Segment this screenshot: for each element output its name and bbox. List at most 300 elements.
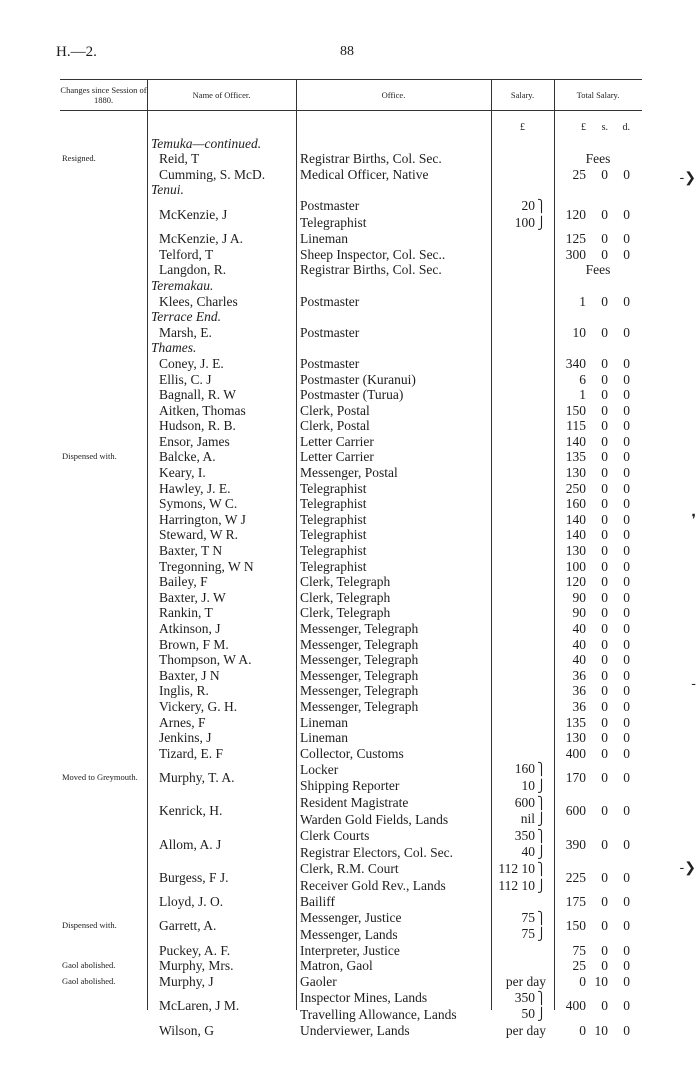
location-heading: Terrace End. [151,309,221,325]
currency-header-row [60,120,642,136]
total-pounds: 36 [572,667,586,683]
total-shillings: 0 [601,324,608,340]
office-title: Clerk Courts [300,828,370,844]
change-note: Gaol abolished. [62,976,116,987]
salary-table [60,120,642,1038]
officer-name: Thompson, W A. [159,652,252,668]
salary-value: nil [520,811,535,827]
total-shillings: 0 [601,652,608,668]
total-pence: 0 [623,770,630,786]
officer-name: Atkinson, J [159,621,221,636]
office-title: Matron, Gaol [300,958,373,974]
total-shillings: 0 [601,418,608,434]
total-pounds: 125 [565,231,586,247]
office-title: Telegraphist [300,527,367,543]
change-note [60,637,147,653]
salary-value: 112 10 [498,860,535,876]
total-pence: 0 [623,402,630,418]
table-row [60,861,642,878]
officer-name: Wilson, G [159,1022,214,1038]
total-shillings: 0 [601,589,608,605]
total-pence: 0 [623,527,630,543]
total-pence: 0 [623,166,630,182]
office-title: Postmaster (Kuranui) [300,371,416,387]
total-pence: 0 [623,836,630,852]
office-title: Clerk, Telegraph [300,589,391,605]
change-note [60,356,147,372]
officer-name: Keary, I. [159,465,206,481]
total-pence: 0 [623,918,630,934]
change-note [60,652,147,668]
total-pence: 0 [623,1022,630,1038]
table-row [60,449,642,465]
total-pounds: 300 [565,246,586,262]
brace-mark: ⎭ [537,1007,546,1022]
table-row [60,512,642,528]
table-row [60,356,642,372]
page-reference: H.—2. [56,44,97,60]
officer-name: Balcke, A. [159,449,216,465]
office-title: Telegraphist [300,543,367,559]
officer-name: Marsh, E. [159,324,212,340]
officer-name: Baxter, J. W [159,589,226,605]
total-pounds: 90 [572,589,586,605]
brace-mark: ⎭ [537,778,546,793]
change-note [60,861,147,894]
total-pence: 0 [623,465,630,481]
office-title: Inspector Mines, Lands [300,990,428,1006]
change-note: Resigned. [62,153,96,164]
change-note [60,746,147,762]
office-title: Lineman [300,730,348,746]
officer-name: Brown, F M. [159,636,229,652]
salary-value: 100 [514,214,535,230]
officer-name: Arnes, F [159,714,206,730]
table-row [60,574,642,590]
office-title: Clerk, Telegraph [300,605,391,621]
total-shillings: 0 [601,698,608,714]
table-row [60,434,642,450]
total-shillings: 0 [601,246,608,262]
total-pounds: 0 [579,974,586,990]
officer-name: McKenzie, J A. [159,231,243,247]
location-heading: Temuka—continued. [151,135,262,151]
office-title: Underviewer, Lands [300,1022,410,1038]
brace-mark: ⎭ [537,878,546,893]
total-pence: 0 [623,324,630,340]
section-heading-row [60,136,642,152]
table-row [60,198,642,215]
total-pence: 0 [623,998,630,1014]
officer-name: Tregonning, W N [159,558,254,574]
total-shillings: 0 [601,371,608,387]
officer-name: Bagnall, R. W [159,387,236,403]
table-row [60,668,642,684]
office-title: Telegraphist [300,215,367,231]
table-row [60,543,642,559]
office-title: Messenger, Telegraph [300,698,419,714]
total-pounds: 0 [579,1022,586,1038]
total-shillings: 0 [601,206,608,222]
table-row [60,605,642,621]
officer-name: Garrett, A. [159,918,217,934]
salary-currency-label: £ [520,122,525,133]
total-shillings: 10 [594,974,608,990]
total-shillings: 0 [601,894,608,910]
officer-name: Cumming, S. McD. [159,166,266,182]
total-pounds: 1 [579,387,586,403]
officer-name: Jenkins, J [159,730,212,746]
office-title: Travelling Allowance, Lands [300,1006,457,1022]
total-pounds: 390 [565,836,586,852]
office-title: Bailiff [300,894,335,910]
salary-value: 160 [514,761,535,777]
brace-mark: ⎭ [537,927,546,942]
brace-mark: ⎫ [537,910,546,925]
table-row [60,730,642,746]
total-shillings: 0 [601,293,608,309]
officer-name: McKenzie, J [159,206,228,222]
total-shillings: 0 [601,605,608,621]
change-note [60,543,147,559]
change-note [60,559,147,575]
table-row [60,231,642,247]
table-row [60,247,642,263]
salary-value: 75 [521,909,535,925]
brace-mark: ⎭ [537,845,546,860]
total-shillings: 0 [601,714,608,730]
total-pence: 0 [623,293,630,309]
table-row [60,465,642,481]
change-note [60,715,147,731]
office-title: Telegraphist [300,480,367,496]
officer-name: Allom, A. J [159,836,222,852]
margin-mark: - [691,676,696,692]
total-shillings: 0 [601,730,608,746]
salary-value: 40 [521,844,535,860]
total-pounds: 100 [565,558,586,574]
office-title: Messenger, Lands [300,926,398,942]
total-shillings: 0 [601,465,608,481]
office-title: Shipping Reporter [300,778,400,794]
table-row [60,943,642,959]
office-title: Messenger, Telegraph [300,667,419,683]
table-row [60,746,642,762]
office-title: Postmaster [300,198,360,214]
total-pence: 0 [623,698,630,714]
total-pounds: 175 [565,894,586,910]
table-row [60,621,642,637]
total-pounds: 130 [565,465,586,481]
location-heading: Tenui. [151,182,184,198]
change-note [60,894,147,910]
total-shillings: 0 [601,836,608,852]
total-pence: 0 [623,558,630,574]
column-header-name: Name of Officer. [192,90,251,100]
office-title: Clerk, Postal [300,418,370,434]
table-row [60,637,642,653]
total-pounds: 135 [565,449,586,465]
change-note [60,590,147,606]
table-row [60,910,642,927]
office-title: Messenger, Telegraph [300,621,419,636]
change-note: Moved to Greymouth. [62,772,138,783]
total-pounds: 400 [565,745,586,761]
officer-name: Hudson, R. B. [159,418,236,434]
total-shillings: 0 [601,543,608,559]
total-shillings: 0 [601,683,608,699]
officer-name: Symons, W C. [159,496,238,512]
change-note [60,231,147,247]
office-title: Letter Carrier [300,449,374,465]
total-pence: 0 [623,974,630,990]
total-pounds: 40 [572,621,586,636]
total-shillings: 10 [594,1022,608,1038]
office-title: Clerk, Postal [300,402,370,418]
officer-name: Bailey, F [159,574,208,590]
officer-name: Reid, T [159,151,200,167]
office-title: Letter Carrier [300,433,374,449]
table-row [60,715,642,731]
change-note [60,434,147,450]
office-title: Telegraphist [300,558,367,574]
change-note [60,730,147,746]
total-shillings: 0 [601,480,608,496]
table-row [60,828,642,845]
table-row [60,167,642,183]
total-shillings: 0 [601,527,608,543]
change-note [60,527,147,543]
brace-mark: ⎫ [537,762,546,777]
table-row [60,496,642,512]
salary-value: per day [505,974,546,990]
table-row [60,990,642,1007]
change-note [60,325,147,341]
officer-name: Klees, Charles [159,293,238,309]
table-row [60,683,642,699]
table-row [60,795,642,812]
total-pounds: 10 [572,324,586,340]
officer-name: Aitken, Thomas [159,402,246,418]
officer-name: Burgess, F J. [159,869,229,885]
total-pence: 0 [623,869,630,885]
office-title: Postmaster [300,355,360,371]
change-note [60,605,147,621]
total-pence: 0 [623,496,630,512]
column-header-changes: Changes since Session of 1880. [60,85,147,105]
total-fees: Fees [585,151,611,167]
salary-value: 10 [521,777,535,793]
total-pence: 0 [623,371,630,387]
total-pounds: 130 [565,730,586,746]
total-pounds: 40 [572,652,586,668]
officer-name: Lloyd, J. O. [159,894,224,910]
office-title: Registrar Births, Col. Sec. [300,151,442,167]
table-row [60,590,642,606]
total-shillings: 0 [601,433,608,449]
total-pounds: 600 [565,803,586,819]
total-shillings: 0 [601,166,608,182]
officer-name: Harrington, W J [159,511,246,527]
table-row [60,325,642,341]
change-note [60,387,147,403]
page-number: 88 [340,44,354,59]
total-pence: 0 [623,589,630,605]
office-title: Resident Magistrate [300,795,409,811]
office-title: Locker [300,761,339,777]
total-shillings: 0 [601,869,608,885]
brace-mark: ⎭ [537,215,546,230]
office-title: Messenger, Telegraph [300,636,419,652]
column-header-total: Total Salary. [576,90,620,100]
change-note [60,465,147,481]
salary-value: 350 [514,989,535,1005]
total-pounds: 150 [565,918,586,934]
change-note [60,403,147,419]
officer-name: Baxter, T N [159,543,223,559]
change-note [60,496,147,512]
pounds-label: £ [581,122,586,133]
salary-value: 20 [521,197,535,213]
total-pounds: 130 [565,543,586,559]
total-shillings: 0 [601,942,608,958]
salary-value: 350 [514,827,535,843]
office-title: Messenger, Justice [300,910,402,926]
total-shillings: 0 [601,621,608,636]
total-pounds: 135 [565,714,586,730]
total-pence: 0 [623,894,630,910]
total-pence: 0 [623,246,630,262]
salary-value: 50 [521,1006,535,1022]
brace-mark: ⎫ [537,198,546,213]
total-pence: 0 [623,418,630,434]
salary-value: per day [505,1022,546,1038]
total-pence: 0 [623,652,630,668]
total-pence: 0 [623,942,630,958]
table-row [60,559,642,575]
total-pounds: 225 [565,869,586,885]
total-pence: 0 [623,803,630,819]
total-pounds: 36 [572,683,586,699]
total-pounds: 340 [565,355,586,371]
change-note: Dispensed with. [62,451,117,462]
change-note [60,699,147,715]
office-title: Medical Officer, Native [300,166,429,182]
officer-name: Tizard, E. F [159,745,224,761]
officer-name: Telford, T [159,246,214,262]
total-pence: 0 [623,636,630,652]
total-shillings: 0 [601,636,608,652]
table-row [60,262,642,278]
table-row [60,418,642,434]
office-title: Telegraphist [300,511,367,527]
total-shillings: 0 [601,667,608,683]
change-note [60,198,147,231]
office-title: Postmaster (Turua) [300,387,404,403]
total-shillings: 0 [601,745,608,761]
brace-mark: ⎫ [537,990,546,1005]
officer-name: Ensor, James [159,433,230,449]
total-pence: 0 [623,621,630,636]
total-shillings: 0 [601,402,608,418]
office-title: Gaoler [300,974,337,990]
table-row [60,387,642,403]
change-note [60,683,147,699]
officer-name: Vickery, G. H. [159,698,238,714]
office-title: Lineman [300,231,348,247]
change-note [60,1023,147,1039]
table-row [60,974,642,990]
total-pounds: 150 [565,402,586,418]
total-shillings: 0 [601,958,608,974]
total-shillings: 0 [601,998,608,1014]
officer-name: Coney, J. E. [159,355,224,371]
total-pounds: 120 [565,574,586,590]
office-title: Receiver Gold Rev., Lands [300,878,446,893]
total-pounds: 120 [565,206,586,222]
change-note [60,621,147,637]
total-pounds: 6 [579,371,586,387]
office-title: Collector, Customs [300,745,404,761]
total-shillings: 0 [601,387,608,403]
officer-name: McLaren, J M. [159,998,240,1014]
office-title: Messenger, Telegraph [300,652,419,668]
total-shillings: 0 [601,558,608,574]
total-pounds: 400 [565,998,586,1014]
location-heading: Teremakau. [151,277,214,293]
office-title: Lineman [300,714,348,730]
total-pence: 0 [623,574,630,590]
brace-mark: ⎫ [537,828,546,843]
total-pence: 0 [623,449,630,465]
total-pounds: 140 [565,527,586,543]
officer-name: Hawley, J. E. [159,480,231,496]
total-pence: 0 [623,231,630,247]
total-pence: 0 [623,730,630,746]
total-pounds: 160 [565,496,586,512]
margin-mark: -❯ [679,860,696,876]
total-pence: 0 [623,355,630,371]
change-note: Gaol abolished. [62,960,116,971]
total-pounds: 40 [572,636,586,652]
change-note [60,294,147,310]
total-pence: 0 [623,745,630,761]
table-row [60,652,642,668]
change-note [60,262,147,278]
change-note [60,828,147,861]
officer-name: Murphy, J [159,974,214,990]
total-pence: 0 [623,958,630,974]
officer-name: Murphy, T. A. [159,770,235,786]
total-pounds: 1 [579,293,586,309]
location-heading: Thames. [151,340,197,356]
officer-name: Kenrick, H. [159,803,223,819]
section-heading-row [60,309,642,325]
salary-value: 75 [521,926,535,942]
table-row [60,372,642,388]
change-note: Dispensed with. [62,920,117,931]
office-title: Clerk, Telegraph [300,574,391,590]
table-row [60,958,642,974]
total-shillings: 0 [601,511,608,527]
office-title: Postmaster [300,293,360,309]
column-header-office: Office. [381,90,406,100]
office-title: Registrar Electors, Col. Sec. [300,844,453,860]
total-shillings: 0 [601,355,608,371]
total-pounds: 90 [572,605,586,621]
total-shillings: 0 [601,770,608,786]
brace-mark: ⎫ [537,795,546,810]
